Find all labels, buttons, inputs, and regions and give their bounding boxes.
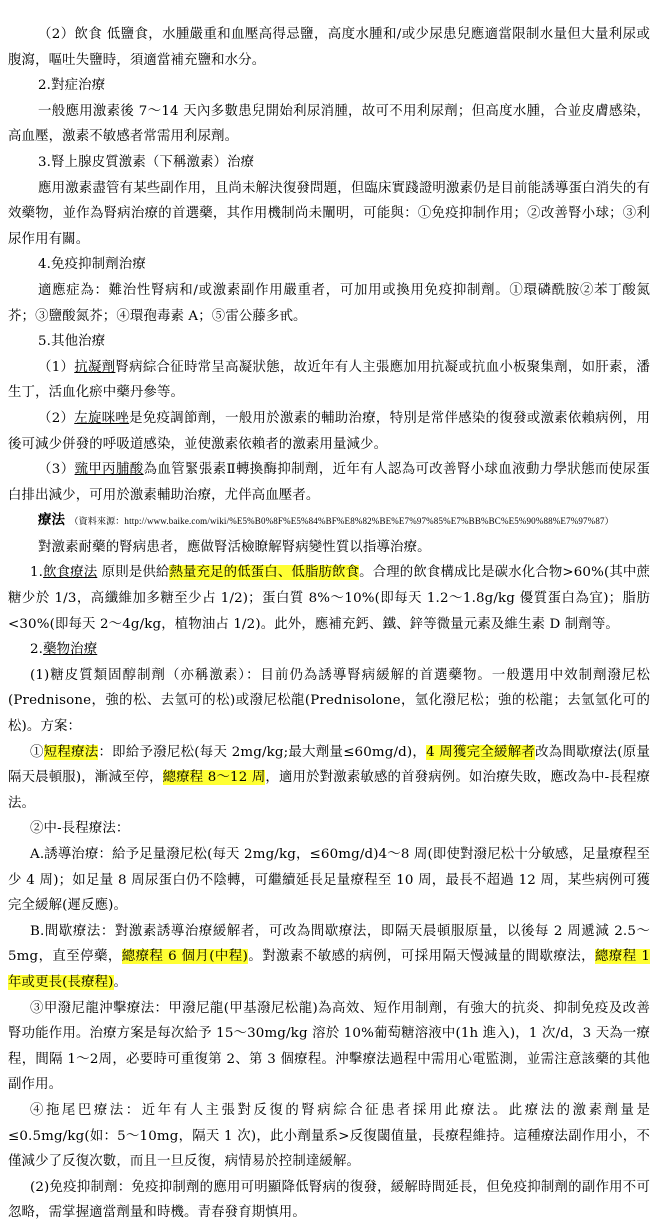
- heading-drug-therapy: 2.藥物治療: [30, 642, 98, 658]
- corticosteroid-paragraph: 應用激素盡管有某些副作用，且尚未解決復發問題，但臨床實踐證明激素仍是目前能誘導蛋白消失的有效藥物，並作為腎病治療的首選藥，其作用機制尚未闡明，可能與：①免疫抑制作用；②改善腎小球；③利尿作用有關。: [8, 180, 650, 247]
- levamisole-paragraph: （2）左旋咪唑是免疫調節劑，一般用於激素的輔助治療，特別是常伴感染的復發或激素依賴病例，用後可減少併發的呼吸道感染，並使激素依賴者的激素用量減少。: [8, 410, 650, 452]
- pulse-therapy-paragraph: ③甲潑尼龍沖擊療法：甲潑尼龍(甲基潑尼松龍)為高效、短作用制劑，有強大的抗炎、抑制免疫及改善腎功能作用。治療方案是每次給予 15～30mg/kg 溶於 10%葡萄糖溶液中(1h 進入)，1 次/d，3 天為一療程，間隔 1～2周，必要時可重復第 2、第 3 個療程。沖擊療法過程中需用心電監測，並需注意該藥的其他副作用。: [8, 1000, 650, 1093]
- heading-symptomatic: 2.對症治療: [38, 78, 106, 94]
- intermittent-paragraph: B.間歇療法：對激素誘導治療緩解者，可改為間歇療法，即隔天晨頓服原量，以後每 2 周遞減 2.5～5mg，直至停藥，總療程 6 個月(中程)。對激素不敏感的病例，可採用隔天慢減量的間歇療法，總療程 1 年或更長(長療程)。: [8, 923, 651, 990]
- diet-paragraph: （2）飲食 低鹽食，水腫嚴重和血壓高得忌鹽，高度水腫和/或少尿患兒應適當限制水量但大量利尿或腹瀉，嘔吐失鹽時，須適當補充鹽和水分。: [8, 27, 650, 68]
- therapy-heading: [8, 508, 650, 535]
- diet-therapy-term: 飲食療法: [43, 565, 98, 581]
- document-page: [8, 22, 650, 1226]
- anticoagulant-paragraph: （1）抗凝劑腎病綜合征時常呈高凝狀態，故近年有人主張應加用抗凝或抗血小板聚集劑，如肝素，潘生丁，活血化瘀中藥丹參等。: [8, 359, 650, 401]
- anticoagulant-term: 抗凝劑: [74, 359, 116, 375]
- immunosuppressant-paragraph: 適應症為：難治性腎病和/或激素副作用嚴重者，可加用或換用免疫抑制劑。①環磷酰胺②苯丁酸氮芥；③鹽酸氮芥；④環孢毒素 A；⑤雷公藤多甙。: [8, 282, 650, 324]
- resistant-paragraph: 對激素耐藥的腎病患者，應做腎活檢瞭解腎病變性質以指導治療。: [38, 539, 431, 555]
- levamisole-term: 左旋咪唑: [74, 410, 130, 426]
- highlight-1-year: 總療程 1 年或更長(長療程): [8, 949, 651, 990]
- symptomatic-paragraph: 一般應用激素後 7～14 天內多數患兒開始利尿消腫，故可不用利尿劑；但高度水腫，合並皮膚感染，高血壓，激素不敏感者常需用利尿劑。: [8, 103, 650, 145]
- short-course-paragraph: ①短程療法：即給予潑尼松(每天 2mg/kg;最大劑量≤60mg/d)，4 周獲完全緩解者改為間歇療法(原量隔天晨頓服)，漸減至停，總療程 8～12 周，適用於對激素敏感的首發病例。如治療失敗，應改為中-長程療法。: [8, 744, 650, 811]
- therapy-label: 療法: [38, 512, 66, 529]
- drug-therapy-term: 藥物治療: [43, 642, 98, 658]
- mid-long-course-heading: ②中-長程療法：: [30, 821, 130, 837]
- glucocorticoid-paragraph: (1)糖皮質類固醇制劑（亦稱激素）：目前仍為誘導腎病緩解的首選藥物。一般選用中效制劑潑尼松(Prednisone，強的松、去氫可的松)或潑尼松龍(Prednisolone，氫化潑尼松；強的松龍；去氫氫化可的松)。方案：: [8, 667, 650, 735]
- immunosuppressant-agent-paragraph: (2)免疫抑制劑：免疫抑制劑的應用可明顯降低腎病的復發，緩解時間延長，但免疫抑制劑的副作用不可忽略，需掌握適當劑量和時機。青春發育期慎用。: [8, 1179, 650, 1221]
- highlight-total-8-12-weeks: 總療程 8～12 周: [162, 770, 266, 786]
- highlight-6-months: 總療程 6 個月(中程): [121, 949, 249, 965]
- diet-therapy-paragraph: 1.飲食療法 原則是供給熱量充足的低蛋白、低脂肪飲食。合理的飲食構成比是碳水化合物>60%(其中蔗糖少於 1/3，高纖維加多糖至少占 1/2)；蛋白質 8%～10%(即每天 1.2～1.8g/kg 優質蛋白為宜)；脂肪<30%(即每天 2～4g/kg，植物油占 1/2)。此外，應補充鈣、鐵、鋅等微量元素及維生素 D 制劑等。: [8, 565, 650, 632]
- heading-immunosuppressant: 4.免疫抑制劑治療: [38, 257, 146, 273]
- highlight-4-week-remission: 4 周獲完全緩解者: [426, 744, 536, 760]
- captopril-term: 巰甲丙脯酸: [74, 462, 144, 478]
- heading-corticosteroid: 3.腎上腺皮質激素（下稱激素）治療: [38, 154, 255, 170]
- source-link[interactable]: （資料來源：http://www.baike.com/wiki/%E5%B0%8F%E5%84%BF%E8%82%BE%E7%97%85%E7%BB%BC%E5%90%88%E7%97%87）: [69, 516, 614, 527]
- highlight-short-course: 短程療法: [43, 744, 99, 760]
- tapering-paragraph: ④拖尾巴療法：近年有人主張對反復的腎病綜合征患者採用此療法。此療法的激素劑量是≤0.5mg/kg(如：5～10mg，隔天 1 次)，此小劑量系>反復閾值量，長療程維持。這種療法副作用小，不僅減少了反復次數，而且一旦反復，病情易於控制達緩解。: [8, 1102, 650, 1170]
- induction-paragraph: A.誘導治療：給予足量潑尼松(每天 2mg/kg，≤60mg/d)4～8 周(即使對潑尼松十分敏感，足量療程至少 4 周)；如足量 8 周尿蛋白仍不陰轉，可繼續延長足量療程至 10 周，最長不超過 12 周，某些病例可獲完全緩解(遲反應)。: [8, 847, 650, 914]
- captopril-paragraph: （3）巰甲丙脯酸為血管緊張素Ⅱ轉換酶抑制劑，近年有人認為可改善腎小球血液動力學狀態而使尿蛋白排出減少，可用於激素輔助治療，尤伴高血壓者。: [8, 462, 650, 503]
- heading-other-therapy: 5.其他治療: [38, 334, 106, 350]
- highlight-low-protein: 熱量充足的低蛋白、低脂肪飲食: [169, 565, 360, 581]
